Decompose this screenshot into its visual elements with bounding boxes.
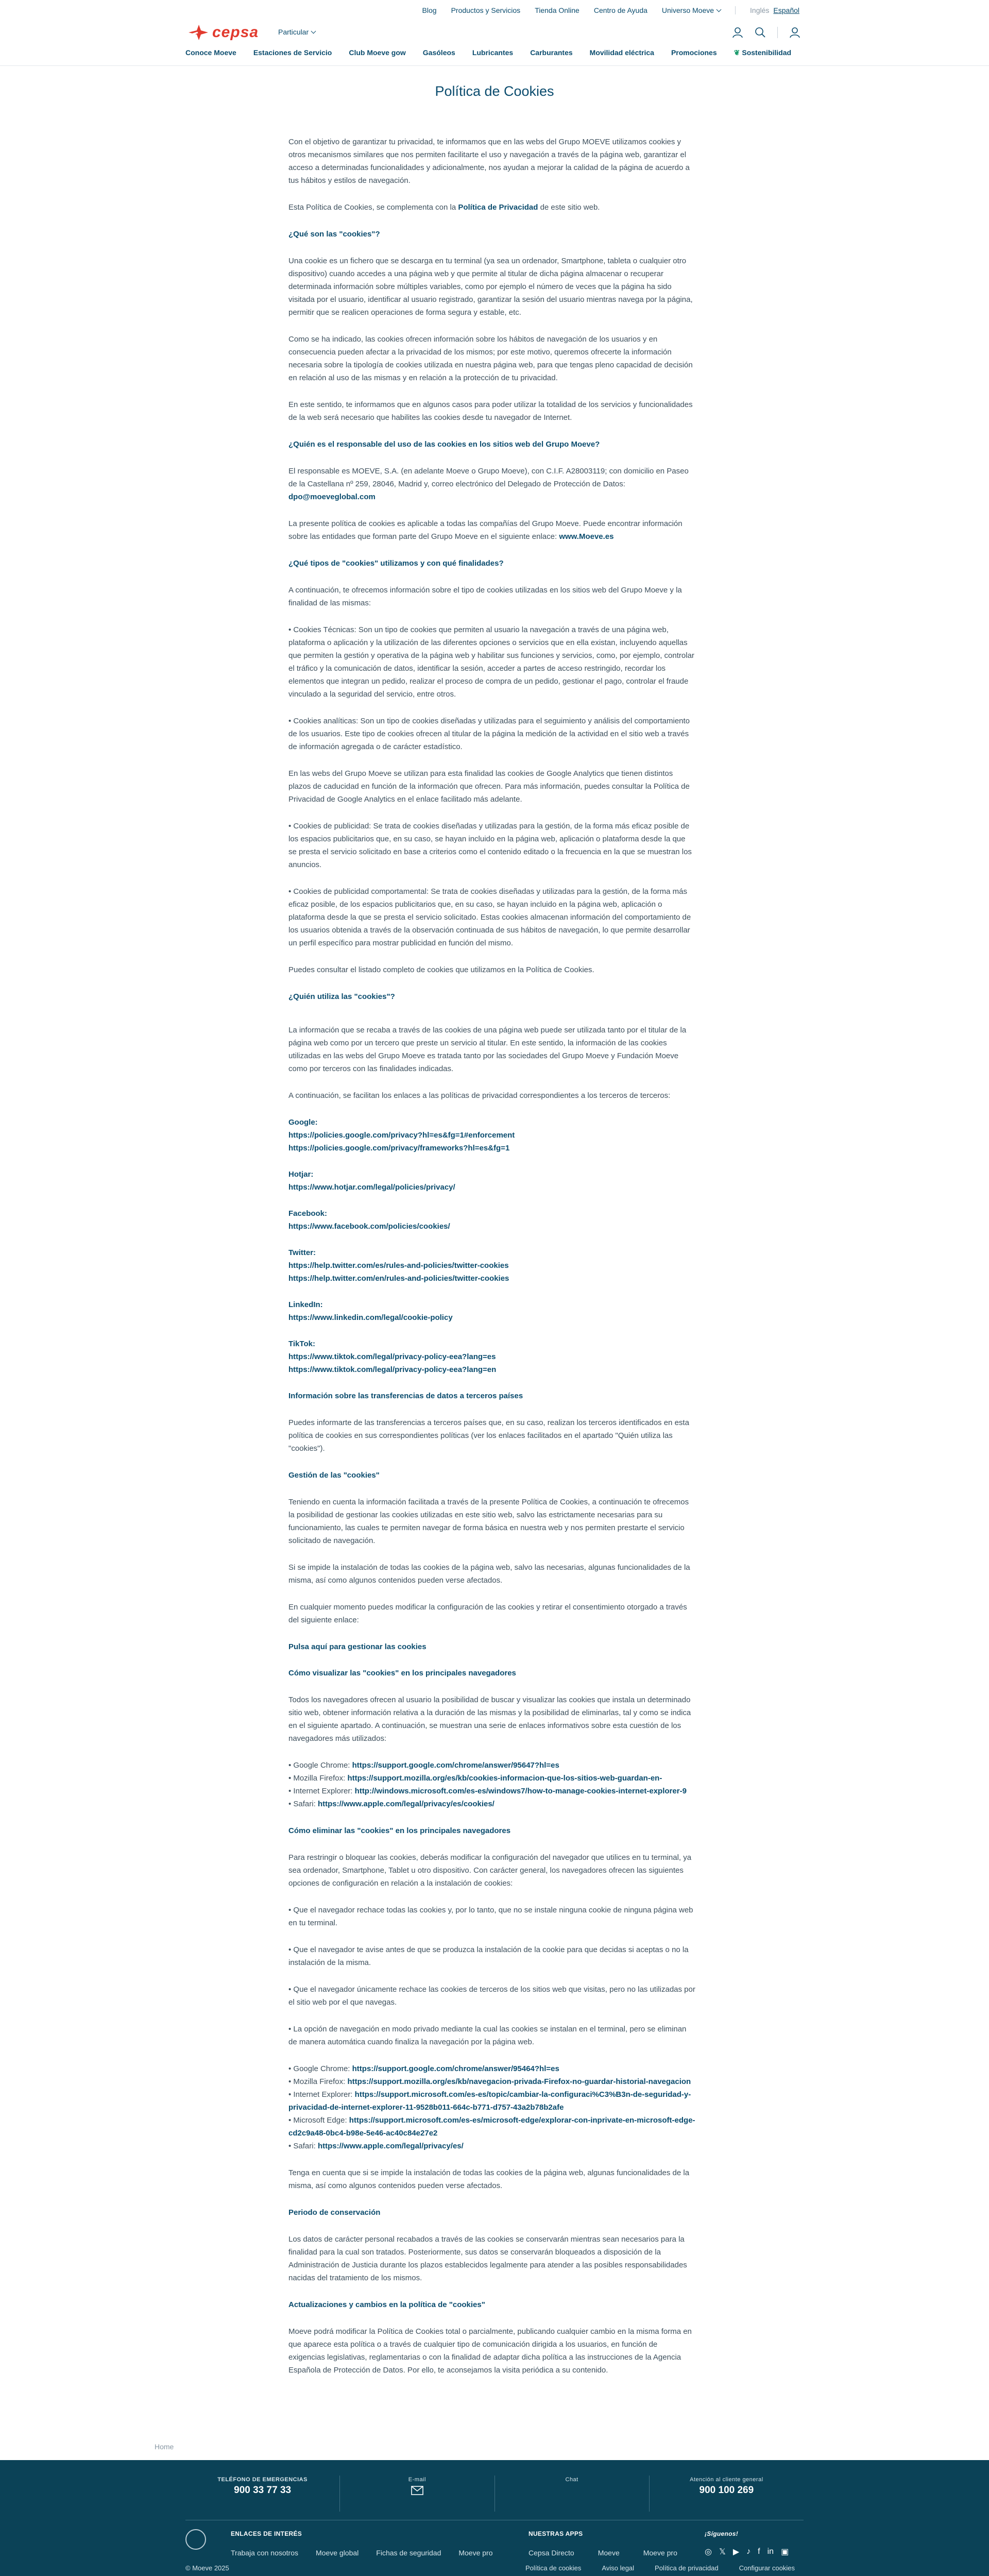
third-party-name: Facebook: [288, 1209, 328, 1218]
section-heading: Cómo visualizar las "cookies" en los principales navegadores [288, 1669, 516, 1677]
paragraph: Puedes consultar el listado completo de cookies que utilizamos en la Política de Cookies. [288, 965, 594, 974]
account-icon[interactable] [789, 27, 800, 38]
dpo-email-link[interactable]: dpo@moeveglobal.com [288, 493, 376, 501]
privacy-link[interactable]: https://www.facebook.com/policies/cookies/ [288, 1222, 450, 1231]
moeve-site-link[interactable]: www.Moeve.es [559, 532, 614, 541]
breadcrumb-home[interactable]: Home [155, 2443, 174, 2451]
browser-name: • Safari: [288, 1800, 318, 1808]
paragraph: Todos los navegadores ofrecen al usuario la posibilidad de buscar y visualizar las cookies que instala un determinado sitio web, obtener información relativa a la duración de las mismas y la posibilidad de eliminarlas, tal y como se indica en el siguiente apartado. A continuación, se muestran una serie de enlaces informativos sobre esta cuestión de los navegadores más utilizados: [288, 1696, 691, 1743]
footer-link-moeve-global[interactable]: Moeve global [316, 2549, 359, 2557]
footer [0, 2460, 989, 2576]
language-es[interactable]: Español [773, 6, 799, 14]
privacy-link[interactable]: https://help.twitter.com/en/rules-and-policies/twitter-cookies [288, 1274, 509, 1283]
language-en[interactable]: Inglés [750, 6, 770, 14]
youtube-play-icon[interactable]: ▣ [781, 2548, 789, 2556]
third-party-linkedin [288, 1298, 695, 1324]
section-heading: ¿Qué tipos de "cookies" utilizamos y con qué finalidades? [288, 559, 504, 568]
paragraph: Una cookie es un fichero que se descarga en tu terminal (ya sea un ordenador, Smartphone, tableta o cualquier otro dispositivo) cuando accedes a una página web y que permite al titular de dicha página almacenar o recuperar determinada información sobre múltiples variables, como por ejemplo el número de veces que la página ha sido visitada por el usuario, identificar al usuario registrado, garantizar la sesión del usuario mientras navega por la página, permitir que se realicen operaciones de forma segura y estable, etc. [288, 257, 693, 317]
social-icons [705, 2547, 789, 2557]
divider [735, 6, 736, 14]
browser-help-link[interactable]: https://support.google.com/chrome/answer/95647?hl=es [352, 1761, 559, 1770]
leaf-icon: ❦ [734, 48, 740, 57]
privacy-link[interactable]: https://policies.google.com/privacy?hl=es&fg=1#enforcement [288, 1131, 515, 1140]
privacy-link[interactable]: https://www.tiktok.com/legal/privacy-policy-eea?lang=es [288, 1352, 496, 1361]
text: Esta Política de Cookies, se complementa con la [288, 203, 458, 212]
browser-link-item [288, 1785, 695, 1798]
paragraph [288, 465, 695, 503]
linkedin-icon[interactable]: in [767, 2547, 774, 2556]
browser-link-item [288, 1759, 695, 1772]
nav-item-club-moeve-gow[interactable]: Club Moeve gow [349, 48, 406, 57]
browser-link-item [288, 2114, 695, 2140]
nav-item-estaciones[interactable]: Estaciones de Servicio [253, 48, 332, 57]
apps-links [528, 2530, 677, 2557]
browser-name: • Internet Explorer: [288, 2090, 355, 2099]
copyright: © Moeve 2025 [185, 2564, 229, 2572]
paragraph: En este sentido, te informamos que en algunos casos para poder utilizar la totalidad de los servicios y funcionalidades de la web será necesario que habilites las cookies desde tu navegador de Internet. [288, 400, 693, 422]
third-party-google [288, 1116, 695, 1155]
policy-content [288, 135, 695, 2377]
text: de este sitio web. [538, 203, 600, 212]
privacy-link[interactable]: https://www.linkedin.com/legal/cookie-policy [288, 1313, 453, 1322]
language-switch [750, 6, 799, 14]
youtube-icon[interactable]: ▶ [732, 2548, 740, 2556]
legal-link-privacidad[interactable]: Política de privacidad [655, 2564, 719, 2572]
third-party-name: TikTok: [288, 1340, 315, 1348]
profile-label: Particular [278, 28, 309, 36]
universe-label: Universo Moeve [661, 6, 714, 14]
app-link-moeve[interactable]: Moeve [598, 2549, 620, 2557]
browser-link-list [288, 2062, 695, 2153]
divider [777, 27, 778, 38]
privacy-link[interactable]: https://www.tiktok.com/legal/privacy-policy-eea?lang=en [288, 1365, 497, 1374]
third-party-name: LinkedIn: [288, 1300, 323, 1309]
centro-ayuda-link[interactable]: Centro de Ayuda [593, 6, 647, 14]
customer-service-phone[interactable] [650, 2476, 804, 2512]
interest-links [231, 2530, 493, 2557]
contact-label: Atención al cliente general [690, 2477, 763, 2483]
third-party-twitter [288, 1246, 695, 1285]
paragraph: Como se ha indicado, las cookies ofrecen información sobre los hábitos de navegación de los usuarios y en consecuencia pueden afectar a la privacidad de los mismos; por este motivo, queremos ofrecerte la información necesaria sobre la tipología de cookies utilizada en nuestra página web, para que tengas pleno capacidad de decisión en relación al uso de las mismas y en relación a la protección de tu privacidad. [288, 335, 693, 382]
facebook-icon[interactable]: f [758, 2547, 760, 2556]
user-outline-icon[interactable] [732, 27, 743, 38]
browser-name: • Mozilla Firefox: [288, 2077, 348, 2086]
mail-icon [411, 2486, 423, 2495]
privacy-link[interactable]: https://policies.google.com/privacy/frameworks?hl=es&fg=1 [288, 1144, 510, 1153]
paragraph: En cualquier momento puedes modificar la configuración de las cookies y retirar el consentimiento otorgado a través del siguiente enlace: [288, 1603, 687, 1624]
paragraph: • Cookies de publicidad: Se trata de cookies diseñadas y utilizadas para la gestión, de la forma más eficaz posible de los espacios publicitarios que, en su caso, se hayan incluido en la página web, aplicación o plataforma desde la que se presta el servicio solicitado en base a criterios como el contenido editado o la frecuencia en la que se muestran los anuncios. [288, 822, 692, 869]
browser-help-link[interactable]: https://www.apple.com/legal/privacy/es/ [317, 2142, 464, 2150]
section-heading: ¿Qué son las "cookies"? [288, 230, 380, 239]
chevron-down-icon [311, 29, 316, 34]
interest-title: ENLACES DE INTERÉS [231, 2530, 302, 2537]
browser-link-item [288, 2075, 695, 2088]
browser-link-list [288, 1759, 695, 1810]
paragraph: Para restringir o bloquear las cookies, deberás modificar la configuración del navegador que utilices en tu terminal, ya sea ordenador, Smartphone, Tablet u otro dispositivo. Con carácter general, los navegadores ofrecen las siguientes opciones de configuración en relación a la instalación de cookies: [288, 1853, 692, 1888]
paragraph: • Cookies analíticas: Son un tipo de cookies diseñadas y utilizadas para el seguimiento y análisis del comportamiento de los usuarios. Este tipo de cookies ofrecen al titular de la página la medición de la actividad en el sitio web a través de información agregada o de carácter estadístico. [288, 717, 690, 751]
text: La presente política de cookies es aplicable a todas las compañías del Grupo Moeve. Puede encontrar información sobre las entidades que forman parte del Grupo Moeve en el siguiente enlace: [288, 519, 683, 541]
nav-item-promociones[interactable]: Promociones [671, 48, 717, 57]
section-heading: ¿Quién es el responsable del uso de las cookies en los sitios web del Grupo Moeve? [288, 440, 600, 449]
nav-item-lubricantes[interactable]: Lubricantes [472, 48, 514, 57]
browser-name: • Google Chrome: [288, 1761, 352, 1770]
email-contact[interactable] [340, 2476, 494, 2512]
browser-name: • Microsoft Edge: [288, 2116, 349, 2125]
paragraph [288, 517, 695, 543]
legal-link-configurar[interactable]: Configurar cookies [739, 2564, 795, 2572]
browser-help-link[interactable]: https://support.mozilla.org/es/kb/navegacion-privada-Firefox-no-guardar-historial-navegacion [347, 2077, 691, 2086]
section-heading: Cómo eliminar las "cookies" en los principales navegadores [288, 1826, 511, 1835]
logo-symbol-icon [185, 23, 209, 42]
intro-paragraph: Con el objetivo de garantizar tu privacidad, te informamos que en las webs del Grupo MOEVE utilizamos cookies y otros mecanismos similares que nos permiten facilitarte el uso y navegación a través de la página web, garantizar el acceso a determinadas funcionalidades y adicionalmente, nos ayudan a mejorar la calidad de la página de acuerdo a tus hábitos y estilos de navegación. [288, 138, 690, 185]
contact-value: 900 33 77 33 [234, 2485, 292, 2496]
nav-list [185, 48, 791, 57]
paragraph: Los datos de carácter personal recabados a través de las cookies se conservarán mientras sean necesarios para la finalidad para la cual son tratados. Posteriormente, sus datos se conservarán bloqueados a disposición de la Administración de Justicia durante los plazos establecidos legalmente para atender a las posibles responsabilidades nacidas del tratamiento de los mismos. [288, 2235, 687, 2282]
paragraph: A continuación, te ofrecemos información sobre el tipo de cookies utilizadas en los sitios web del Grupo Moeve y la finalidad de las mismas: [288, 586, 682, 607]
paragraph: A continuación, se facilitan los enlaces a las políticas de privacidad correspondientes a los terceros de terceros: [288, 1091, 671, 1100]
browser-link-item [288, 2062, 695, 2075]
paragraph: La información que se recaba a través de las cookies de una página web puede ser utilizada tanto por el titular de la página web como por un tercero que preste un servicio al titular. En este sentido, la información de las cookies utilizadas en las webs del Grupo Moeve es tratada tanto por las sociedades del Grupo Moeve y Fundación Moeve como por terceros con las finalidades indicadas. [288, 1026, 687, 1073]
app-link-cepsa-directo[interactable]: Cepsa Directo [528, 2549, 574, 2557]
chevron-down-icon [717, 7, 722, 12]
x-icon[interactable]: 𝕏 [719, 2548, 726, 2556]
contact-value: 900 100 269 [699, 2485, 754, 2496]
footer-link-moeve-pro[interactable]: Moeve pro [458, 2549, 493, 2557]
legal-link-cookies[interactable]: Política de cookies [525, 2564, 582, 2572]
paragraph: • Que el navegador rechace todas las cookies y, por lo tanto, que no se instale ninguna cookie de ninguna página web en tu terminal. [288, 1906, 693, 1927]
section-heading: Periodo de conservación [288, 2208, 381, 2217]
third-party-name: Twitter: [288, 1248, 316, 1257]
paragraph: • Que el navegador únicamente rechace las cookies de terceros de los sitios web que visitas, pero no las utilizadas por el sitio web por el que navegas. [288, 1985, 695, 2007]
paragraph: Tenga en cuenta que si se impide la instalación de todas las cookies de la página web, algunas funcionalidades de la misma, así como algunos contenidos pueden verse afectados. [288, 2168, 690, 2190]
follow-title: ¡Síguenos! [705, 2530, 738, 2537]
tiktok-icon[interactable]: ♪ [746, 2547, 751, 2556]
header-icons [732, 27, 800, 38]
paragraph: En las webs del Grupo Moeve se utilizan para esta finalidad las cookies de Google Analytics que tienen distintos plazos de caducidad en función de la información que ofrecen. Para más información, puedes consultar la Política de Privacidad de Google Analytics en el enlace facilitado más adelante. [288, 769, 690, 804]
footer-link-trabaja[interactable]: Trabaja con nosotros [231, 2549, 298, 2557]
legal-links [525, 2564, 795, 2572]
browser-name: • Safari: [288, 2142, 318, 2150]
apps-title: NUESTRAS APPS [528, 2530, 583, 2537]
paragraph: Moeve podrá modificar la Política de Cookies total o parcialmente, publicando cualquier cambio en la misma forma en que aparece esta política o a través de cualquier tipo de comunicación dirigida a los usuarios, en función de exigencias legislativas, reglamentarias o con la finalidad de adaptar dicha política a las instrucciones de la Agencia Española de Protección de Datos. Por ello, te aconsejamos la visita periódica a su contenido. [288, 2327, 692, 2375]
section-heading: Información sobre las transferencias de datos a terceros países [288, 1392, 523, 1400]
nav-item-carburantes[interactable]: Carburantes [530, 48, 573, 57]
contact-label: TELÉFONO DE EMERGENCIAS [217, 2477, 308, 2483]
logo[interactable] [185, 23, 259, 42]
browser-name: • Google Chrome: [288, 2064, 352, 2073]
profile-selector[interactable] [278, 28, 315, 36]
contact-label: Chat [565, 2477, 578, 2483]
page-title: Política de Cookies [435, 83, 554, 99]
utility-bar [0, 0, 989, 23]
section-heading: Actualizaciones y cambios en la política de "cookies" [288, 2300, 485, 2309]
nav-item-sostenibilidad[interactable] [734, 48, 791, 57]
paragraph: • Que el navegador te avise antes de que se produzca la instalación de la cookie para que decidas si aceptas o no la instalación de la misma. [288, 1945, 689, 1967]
privacy-policy-link[interactable]: Política de Privacidad [458, 203, 538, 212]
search-icon[interactable] [755, 27, 766, 38]
browser-help-link[interactable]: https://www.apple.com/legal/privacy/es/cookies/ [317, 1800, 494, 1808]
paragraph: • La opción de navegación en modo privado mediante la cual las cookies se instalan en el terminal, pero se eliminan de manera automática cuando finaliza la navegación por la página web. [288, 2025, 687, 2046]
certification-seal-icon [185, 2529, 206, 2550]
browser-link-item [288, 1772, 695, 1785]
browser-link-item [288, 2140, 695, 2153]
emergency-phone[interactable] [185, 2476, 340, 2512]
interest-link-list [231, 2549, 493, 2557]
contact-row [185, 2476, 804, 2512]
nav-item-conoce-moeve[interactable]: Conoce Moeve [185, 48, 236, 57]
social-follow [705, 2530, 789, 2557]
breadcrumb [155, 2443, 989, 2451]
privacy-link[interactable]: https://help.twitter.com/es/rules-and-policies/twitter-cookies [288, 1261, 509, 1270]
browser-help-link[interactable]: http://windows.microsoft.com/es-es/windows7/how-to-manage-cookies-internet-explorer-9 [354, 1787, 687, 1795]
manage-cookies-link[interactable]: Pulsa aquí para gestionar las cookies [288, 1642, 427, 1651]
instagram-icon[interactable]: ◎ [705, 2548, 712, 2556]
paragraph: Si se impide la instalación de todas las cookies de la página web, salvo las necesarias, algunas funcionalidades de la misma, así como algunos contenidos pueden verse afectados. [288, 1563, 690, 1585]
paragraph: Puedes informarte de las transferencias a terceros países que, en su caso, realizan los terceros identificados en esta política de cookies en sus correspondientes políticas (ver los enlaces facilitados en el apartado "Quién utiliza las "cookies"). [288, 1418, 689, 1453]
third-party-tiktok [288, 1337, 695, 1376]
chat-contact[interactable] [495, 2476, 650, 2512]
nav-item-gasoleos[interactable]: Gasóleos [422, 48, 455, 57]
third-party-facebook [288, 1207, 695, 1233]
paragraph: • Cookies de publicidad comportamental: Se trata de cookies diseñadas y utilizadas para la gestión, de la forma más eficaz posible, de los espacios publicitarios que, en su caso, se hayan incluido en la página web, aplicación o plataforma desde la que se presta el servicio solicitado. Estas cookies almacenan información del comportamiento de los usuarios obtenida a través de la observación continuada de sus hábitos de navegación, lo que permite desarrollar un perfil específico para mostrar publicidad en función del mismo. [288, 887, 691, 947]
third-party-name: Google: [288, 1118, 318, 1127]
browser-name: • Mozilla Firefox: [288, 1774, 348, 1783]
main-nav [0, 45, 989, 66]
blog-link[interactable]: Blog [422, 6, 437, 14]
browser-help-link[interactable]: https://support.google.com/chrome/answer/95464?hl=es [352, 2064, 559, 2073]
paragraph: • Cookies Técnicas: Son un tipo de cookies que permiten al usuario la navegación a través de una página web, plataforma o aplicación y la utilización de las diferentes opciones o servicios que en ella existan, incluyendo aquellas que permiten la gestión y operativa de la página web y habilitar sus funciones y servicios, como, por ejemplo, controlar el tráfico y la comunicación de datos, identificar la sesión, acceder a partes de acceso restringido, recordar los elementos que integran un pedido, realizar el proceso de compra de un pedido, gestionar el pago, controlar el fraude vinculado a la seguridad del servicio, entre otros. [288, 625, 694, 699]
footer-link-fichas[interactable]: Fichas de seguridad [376, 2549, 441, 2557]
third-party-hotjar [288, 1168, 695, 1194]
nav-item-movilidad-electrica[interactable]: Movilidad eléctrica [589, 48, 654, 57]
privacy-link[interactable]: https://www.hotjar.com/legal/policies/privacy/ [288, 1183, 455, 1192]
utility-links [422, 6, 799, 14]
browser-help-link[interactable]: https://support.microsoft.com/es-es/topic/cambiar-la-configuraci%C3%B3n-de-seguridad-y-privacidad-de-internet-explorer-11-9528b011-664c-b771-d757-43a2b78b2afe [288, 2090, 691, 2112]
paragraph: Teniendo en cuenta la información facilitada a través de la presente Política de Cookies, a continuación te ofrecemos la posibilidad de gestionar las cookies utilizadas en este sitio web, salvo las estrictamente necesarias para su funcionamiento, las cuales te permiten navegar de forma básica en nuestra web y nos permiten prestarte el servicio solicitado de navegación. [288, 1498, 689, 1545]
browser-help-link[interactable]: https://support.mozilla.org/es/kb/cookies-informacion-que-los-sitios-web-guardan-en- [347, 1774, 662, 1783]
browser-help-link[interactable]: https://support.microsoft.com/es-es/microsoft-edge/explorar-con-inprivate-en-microsoft-edge-cd2c9a48-0bc4-b98e-5e46-ac40c84e27e2 [288, 2116, 695, 2138]
browser-name: • Internet Explorer: [288, 1787, 355, 1795]
text: El responsable es MOEVE, S.A. (en adelante Moeve o Grupo Moeve), con C.I.F. A28003119; con domicilio en Paseo de la Castellana nº 259, 28046, Madrid y, correo electrónico del Delegado de Protección de Datos: [288, 467, 689, 488]
universe-dropdown[interactable] [662, 6, 721, 14]
tienda-online-link[interactable]: Tienda Online [535, 6, 579, 14]
apps-link-list [528, 2549, 677, 2557]
section-heading: Gestión de las "cookies" [288, 1471, 380, 1480]
nav-label: Sostenibilidad [742, 48, 792, 57]
browser-link-item [288, 2088, 695, 2114]
section-heading: ¿Quién utiliza las "cookies"? [288, 992, 395, 1001]
legal-link-aviso[interactable]: Aviso legal [602, 2564, 635, 2572]
complement-paragraph [288, 201, 695, 214]
browser-link-item [288, 1798, 695, 1810]
app-link-moeve-pro[interactable]: Moeve pro [643, 2549, 677, 2557]
logo-text: cepsa [212, 24, 259, 41]
contact-label: E-mail [408, 2477, 426, 2483]
main-header [0, 23, 989, 45]
third-party-name: Hotjar: [288, 1170, 314, 1179]
productos-servicios-link[interactable]: Productos y Servicios [451, 6, 521, 14]
